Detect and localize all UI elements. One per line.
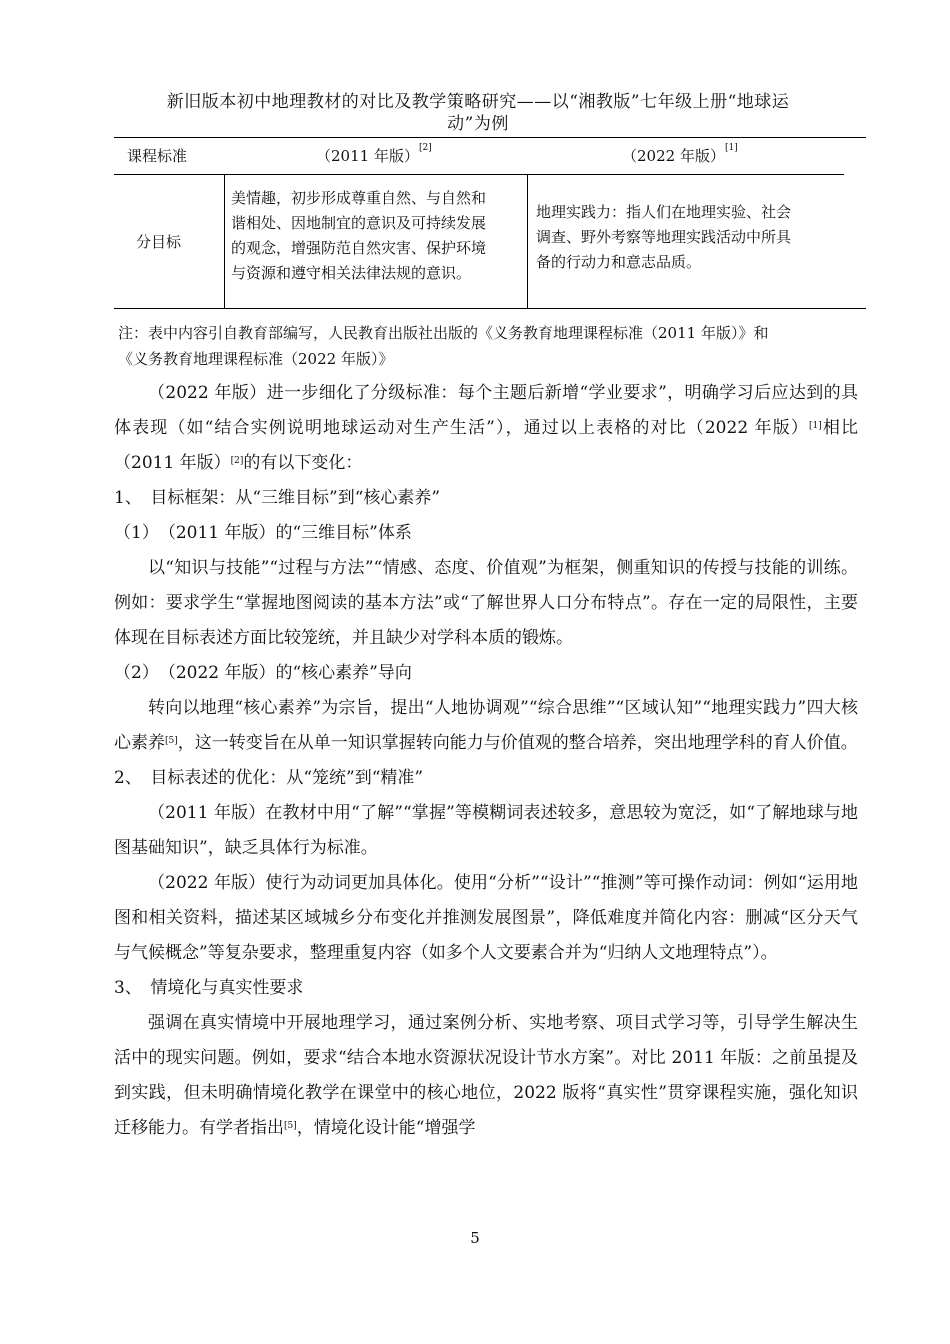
page-number: 5: [470, 1229, 480, 1247]
paragraph-text: ，这一转变旨在从单一知识掌握转向能力与价值观的整合培养，突出地理学科的育人价值。: [177, 733, 858, 753]
table-cell-2022: [536, 200, 836, 275]
table-row-label: 分目标: [136, 233, 182, 251]
table-cell-line: 的观念，增强防范自然灾害、保护环境: [231, 239, 487, 257]
paragraph: [114, 1006, 858, 1146]
section-heading: 3、 情境化与真实性要求: [114, 978, 304, 998]
table-cell-line: 地理实践力：指人们在地理实验、社会: [536, 203, 792, 221]
table-header-2022-label: （2022 年版）: [622, 147, 725, 165]
paragraph: 以“知识与技能”“过程与方法”“情感、态度、价值观”为框架，侧重知识的传授与技能的训练。例如：要求学生“掌握地图阅读的基本方法”或“了解世界人口分布特点”。存在一定的局限性，主要体现在目标表述方面比较笼统，并且缺少对学科本质的锻炼。: [114, 558, 858, 648]
subsection-heading: （1） （2011 年版）的“三维目标”体系: [114, 523, 412, 543]
table-header-2011: [316, 145, 432, 166]
paragraph-text: 相比（2011 年版）: [114, 418, 858, 473]
running-header: [118, 91, 838, 135]
table-cell-line: 美情趣，初步形成尊重自然、与自然和: [231, 189, 487, 207]
citation-ref: [1]: [724, 143, 738, 153]
header-rule: [114, 137, 866, 138]
paragraph-text: 转向以地理“核心素养”为宗旨，提出“人地协调观”“综合思维”“区域认知”“地理实践力”四大核心素养: [114, 698, 858, 753]
citation-ref: [5]: [165, 736, 178, 746]
paragraph: （2022 年版）使行为动词更加具体化。使用“分析”“设计”“推测”等可操作动词：例如“运用地图和相关资料，描述某区域城乡分布变化并推测发展图景”，降低难度并简化内容：删减“区分天气与气候概念”等复杂要求，整理重复内容（如多个人文要素合并为“归纳人文地理特点”）。: [114, 873, 858, 963]
section-heading: 2、 目标表述的优化：从“笼统”到“精准”: [114, 768, 424, 788]
paragraph: [114, 376, 858, 481]
table-cell-2011: [231, 186, 521, 286]
table-column-divider: [527, 174, 528, 308]
paragraph-text: 强调在真实情境中开展地理学习，通过案例分析、实地考察、项目式学习等，引导学生解决生活中的现实问题。例如，要求“结合本地水资源状况设计节水方案”。对比 2011 年版：之前虽提及到实践，但未明确情境化教学在课堂中的核心地位，2022 版将“真实性”贯穿课程实施，强化知识迁移能力。有学者指出: [114, 1013, 858, 1138]
citation-ref: [5]: [284, 1121, 297, 1131]
table-cell-line: 调查、野外考察等地理实践活动中所具: [536, 228, 792, 246]
table-column-divider: [224, 174, 225, 308]
paragraph: （2011 年版）在教材中用“了解”“掌握”等模糊词表述较多，意思较为宽泛，如“了解地球与地图基础知识”，缺乏具体行为标准。: [114, 803, 858, 858]
paragraph-text: （2022 年版）进一步细化了分级标准：每个主题后新增“学业要求”，明确学习后应达到的具体表现（如“结合实例说明地球运动对生产生活”），通过以上表格的对比（2022 年版）: [114, 383, 858, 438]
table-header-standard: 课程标准: [127, 147, 188, 165]
table-cell-line: 备的行动力和意志品质。: [536, 253, 702, 271]
body-text: [114, 376, 858, 1146]
header-title-line2: 动”为例: [447, 114, 509, 134]
table-note-line2: 《义务教育地理课程标准（2022 年版）》: [118, 350, 394, 368]
citation-ref: [2]: [230, 456, 244, 466]
paragraph: [114, 691, 858, 761]
section-heading: 1、 目标框架：从“三维目标”到“核心素养”: [114, 488, 441, 508]
paragraph-text: ，情境化设计能“增强学: [296, 1118, 476, 1138]
table-cell-line: 谐相处、因地制宜的意识及可持续发展: [231, 214, 487, 232]
subsection-heading: （2） （2022 年版）的“核心素养”导向: [114, 663, 412, 683]
table-header-2011-label: （2011 年版）: [316, 147, 419, 165]
table-note-line1: 注：表中内容引自教育部编写，人民教育出版社出版的《义务教育地理课程标准（2011 年版）》和: [118, 324, 769, 342]
table-bottom-rule: [114, 308, 866, 309]
citation-ref: [1]: [809, 421, 822, 431]
header-title-line1: 新旧版本初中地理教材的对比及教学策略研究——以“湘教版”七年级上册“地球运: [166, 92, 790, 112]
citation-ref: [2]: [418, 143, 432, 153]
table-header-2022: [622, 145, 738, 166]
paragraph-text: 的有以下变化：: [243, 453, 363, 473]
table-cell-line: 与资源和遵守相关法律法规的意识。: [231, 264, 472, 282]
table-note: [118, 320, 863, 372]
